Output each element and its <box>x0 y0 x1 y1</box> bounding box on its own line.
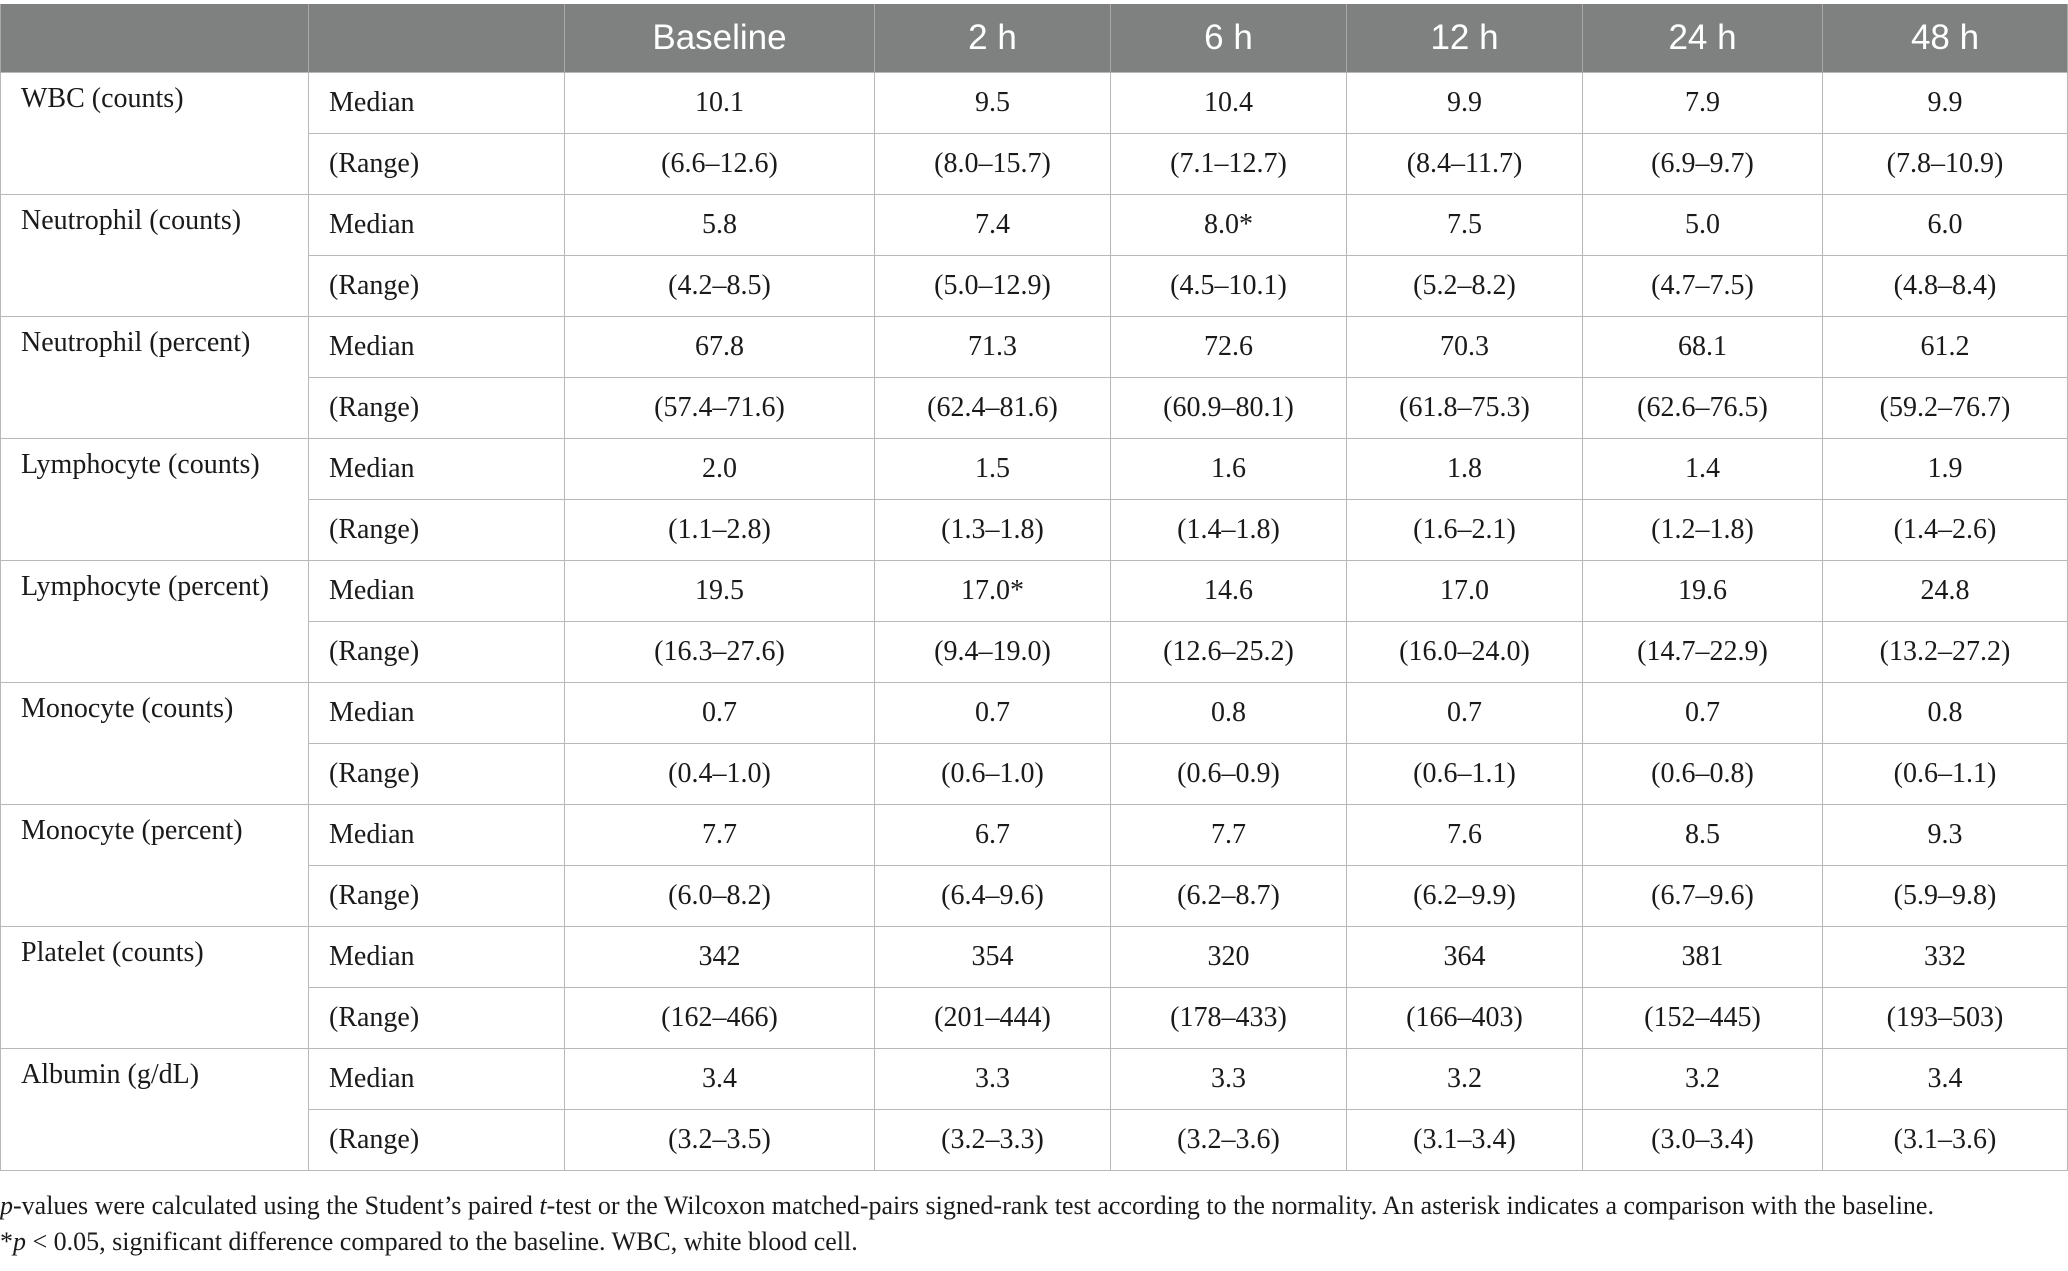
table-row-range <box>1 256 2068 317</box>
median-cell: 3.4 <box>565 1049 875 1110</box>
footnote-line-1 <box>0 1188 2068 1224</box>
stat-label: Median <box>309 561 565 622</box>
range-cell: (201–444) <box>875 988 1111 1049</box>
header-cell: 2 h <box>875 4 1111 73</box>
range-cell: (1.3–1.8) <box>875 500 1111 561</box>
variable-label: WBC (counts) <box>1 73 309 195</box>
median-cell: 9.5 <box>875 73 1111 134</box>
median-cell: 8.5 <box>1583 805 1823 866</box>
table-footnotes <box>0 1188 2068 1260</box>
range-cell: (3.2–3.3) <box>875 1110 1111 1171</box>
header-cell: 24 h <box>1583 4 1823 73</box>
median-cell: 8.0* <box>1111 195 1347 256</box>
variable-label: Platelet (counts) <box>1 927 309 1049</box>
range-cell: (166–403) <box>1347 988 1583 1049</box>
median-cell: 1.6 <box>1111 439 1347 500</box>
median-cell: 0.8 <box>1111 683 1347 744</box>
stat-label: (Range) <box>309 1110 565 1171</box>
range-cell: (3.2–3.6) <box>1111 1110 1347 1171</box>
median-cell: 0.7 <box>875 683 1111 744</box>
median-cell: 9.9 <box>1347 73 1583 134</box>
median-cell: 5.8 <box>565 195 875 256</box>
header-cell: 12 h <box>1347 4 1583 73</box>
range-cell: (3.2–3.5) <box>565 1110 875 1171</box>
footnote-line-2 <box>0 1224 2068 1260</box>
table-row-range <box>1 866 2068 927</box>
median-cell: 1.5 <box>875 439 1111 500</box>
range-cell: (152–445) <box>1583 988 1823 1049</box>
range-cell: (62.6–76.5) <box>1583 378 1823 439</box>
range-cell: (0.6–0.8) <box>1583 744 1823 805</box>
median-cell: 332 <box>1823 927 2068 988</box>
footnote-asterisk: * <box>0 1227 13 1256</box>
table-row-median <box>1 317 2068 378</box>
range-cell: (7.1–12.7) <box>1111 134 1347 195</box>
table-row-range <box>1 622 2068 683</box>
median-cell: 364 <box>1347 927 1583 988</box>
stat-label: (Range) <box>309 622 565 683</box>
range-cell: (5.0–12.9) <box>875 256 1111 317</box>
median-cell: 5.0 <box>1583 195 1823 256</box>
median-cell: 3.2 <box>1347 1049 1583 1110</box>
median-cell: 7.4 <box>875 195 1111 256</box>
median-cell: 7.6 <box>1347 805 1583 866</box>
variable-label: Albumin (g/dL) <box>1 1049 309 1171</box>
median-cell: 7.9 <box>1583 73 1823 134</box>
stat-label: Median <box>309 1049 565 1110</box>
range-cell: (0.6–1.0) <box>875 744 1111 805</box>
variable-label: Lymphocyte (percent) <box>1 561 309 683</box>
range-cell: (14.7–22.9) <box>1583 622 1823 683</box>
range-cell: (4.8–8.4) <box>1823 256 2068 317</box>
median-cell: 10.4 <box>1111 73 1347 134</box>
range-cell: (162–466) <box>565 988 875 1049</box>
table-row-median <box>1 805 2068 866</box>
median-cell: 10.1 <box>565 73 875 134</box>
median-cell: 7.7 <box>565 805 875 866</box>
footnote-p-symbol: p <box>13 1227 26 1256</box>
table-row-range <box>1 744 2068 805</box>
stat-label: (Range) <box>309 988 565 1049</box>
stat-label: (Range) <box>309 866 565 927</box>
results-table <box>0 4 2068 1171</box>
range-cell: (9.4–19.0) <box>875 622 1111 683</box>
table-row-range <box>1 500 2068 561</box>
median-cell: 3.2 <box>1583 1049 1823 1110</box>
median-cell: 0.7 <box>1347 683 1583 744</box>
median-cell: 3.4 <box>1823 1049 2068 1110</box>
range-cell: (57.4–71.6) <box>565 378 875 439</box>
footnote-t-symbol: t <box>539 1191 547 1220</box>
median-cell: 9.3 <box>1823 805 2068 866</box>
range-cell: (1.6–2.1) <box>1347 500 1583 561</box>
range-cell: (1.4–1.8) <box>1111 500 1347 561</box>
median-cell: 61.2 <box>1823 317 2068 378</box>
range-cell: (12.6–25.2) <box>1111 622 1347 683</box>
median-cell: 0.7 <box>1583 683 1823 744</box>
range-cell: (3.1–3.6) <box>1823 1110 2068 1171</box>
range-cell: (0.6–1.1) <box>1823 744 2068 805</box>
median-cell: 17.0 <box>1347 561 1583 622</box>
range-cell: (8.4–11.7) <box>1347 134 1583 195</box>
range-cell: (8.0–15.7) <box>875 134 1111 195</box>
median-cell: 1.4 <box>1583 439 1823 500</box>
median-cell: 14.6 <box>1111 561 1347 622</box>
table-row-range <box>1 134 2068 195</box>
variable-label: Monocyte (percent) <box>1 805 309 927</box>
range-cell: (6.7–9.6) <box>1583 866 1823 927</box>
median-cell: 6.0 <box>1823 195 2068 256</box>
range-cell: (193–503) <box>1823 988 2068 1049</box>
header-cell: 6 h <box>1111 4 1347 73</box>
median-cell: 9.9 <box>1823 73 2068 134</box>
range-cell: (4.2–8.5) <box>565 256 875 317</box>
median-cell: 71.3 <box>875 317 1111 378</box>
range-cell: (6.4–9.6) <box>875 866 1111 927</box>
stat-label: (Range) <box>309 256 565 317</box>
range-cell: (6.9–9.7) <box>1583 134 1823 195</box>
range-cell: (4.7–7.5) <box>1583 256 1823 317</box>
stat-label: Median <box>309 805 565 866</box>
table-row-median <box>1 439 2068 500</box>
footnote-text: -values were calculated using the Student’s paired <box>13 1191 540 1220</box>
range-cell: (178–433) <box>1111 988 1347 1049</box>
median-cell: 67.8 <box>565 317 875 378</box>
median-cell: 17.0* <box>875 561 1111 622</box>
range-cell: (0.4–1.0) <box>565 744 875 805</box>
range-cell: (16.3–27.6) <box>565 622 875 683</box>
table-row-median <box>1 73 2068 134</box>
range-cell: (6.0–8.2) <box>565 866 875 927</box>
stat-label: Median <box>309 439 565 500</box>
footnote-text: < 0.05, significant difference compared to the baseline. WBC, white blood cell. <box>26 1227 858 1256</box>
range-cell: (0.6–1.1) <box>1347 744 1583 805</box>
range-cell: (62.4–81.6) <box>875 378 1111 439</box>
stat-label: (Range) <box>309 744 565 805</box>
table-row-range <box>1 1110 2068 1171</box>
stat-label: Median <box>309 927 565 988</box>
header-cell: Baseline <box>565 4 875 73</box>
footnote-text: -test or the Wilcoxon matched-pairs signed-rank test according to the normality. An asterisk indicates a comparison with the baseline. <box>546 1191 1934 1220</box>
table-row-range <box>1 378 2068 439</box>
median-cell: 72.6 <box>1111 317 1347 378</box>
variable-label: Neutrophil (percent) <box>1 317 309 439</box>
table-row-range <box>1 988 2068 1049</box>
median-cell: 381 <box>1583 927 1823 988</box>
range-cell: (7.8–10.9) <box>1823 134 2068 195</box>
range-cell: (1.4–2.6) <box>1823 500 2068 561</box>
range-cell: (4.5–10.1) <box>1111 256 1347 317</box>
range-cell: (61.8–75.3) <box>1347 378 1583 439</box>
stat-label: Median <box>309 73 565 134</box>
median-cell: 7.5 <box>1347 195 1583 256</box>
range-cell: (16.0–24.0) <box>1347 622 1583 683</box>
table-row-median <box>1 927 2068 988</box>
range-cell: (13.2–27.2) <box>1823 622 2068 683</box>
footnote-p-symbol: p <box>0 1191 13 1220</box>
header-row <box>1 4 2068 73</box>
header-cell <box>1 4 309 73</box>
median-cell: 7.7 <box>1111 805 1347 866</box>
stat-label: (Range) <box>309 378 565 439</box>
range-cell: (3.1–3.4) <box>1347 1110 1583 1171</box>
median-cell: 70.3 <box>1347 317 1583 378</box>
median-cell: 354 <box>875 927 1111 988</box>
variable-label: Monocyte (counts) <box>1 683 309 805</box>
median-cell: 6.7 <box>875 805 1111 866</box>
stat-label: (Range) <box>309 134 565 195</box>
median-cell: 1.9 <box>1823 439 2068 500</box>
range-cell: (1.1–2.8) <box>565 500 875 561</box>
range-cell: (6.2–9.9) <box>1347 866 1583 927</box>
median-cell: 320 <box>1111 927 1347 988</box>
stat-label: Median <box>309 317 565 378</box>
median-cell: 19.6 <box>1583 561 1823 622</box>
range-cell: (0.6–0.9) <box>1111 744 1347 805</box>
median-cell: 1.8 <box>1347 439 1583 500</box>
table-row-median <box>1 561 2068 622</box>
range-cell: (5.2–8.2) <box>1347 256 1583 317</box>
range-cell: (59.2–76.7) <box>1823 378 2068 439</box>
variable-label: Neutrophil (counts) <box>1 195 309 317</box>
table-row-median <box>1 195 2068 256</box>
median-cell: 3.3 <box>875 1049 1111 1110</box>
header-cell: 48 h <box>1823 4 2068 73</box>
median-cell: 24.8 <box>1823 561 2068 622</box>
range-cell: (6.2–8.7) <box>1111 866 1347 927</box>
range-cell: (1.2–1.8) <box>1583 500 1823 561</box>
stat-label: Median <box>309 195 565 256</box>
median-cell: 3.3 <box>1111 1049 1347 1110</box>
stat-label: Median <box>309 683 565 744</box>
median-cell: 2.0 <box>565 439 875 500</box>
median-cell: 19.5 <box>565 561 875 622</box>
median-cell: 342 <box>565 927 875 988</box>
median-cell: 0.7 <box>565 683 875 744</box>
range-cell: (60.9–80.1) <box>1111 378 1347 439</box>
variable-label: Lymphocyte (counts) <box>1 439 309 561</box>
table-row-median <box>1 683 2068 744</box>
median-cell: 68.1 <box>1583 317 1823 378</box>
table-row-median <box>1 1049 2068 1110</box>
range-cell: (5.9–9.8) <box>1823 866 2068 927</box>
header-cell <box>309 4 565 73</box>
range-cell: (3.0–3.4) <box>1583 1110 1823 1171</box>
median-cell: 0.8 <box>1823 683 2068 744</box>
stat-label: (Range) <box>309 500 565 561</box>
range-cell: (6.6–12.6) <box>565 134 875 195</box>
